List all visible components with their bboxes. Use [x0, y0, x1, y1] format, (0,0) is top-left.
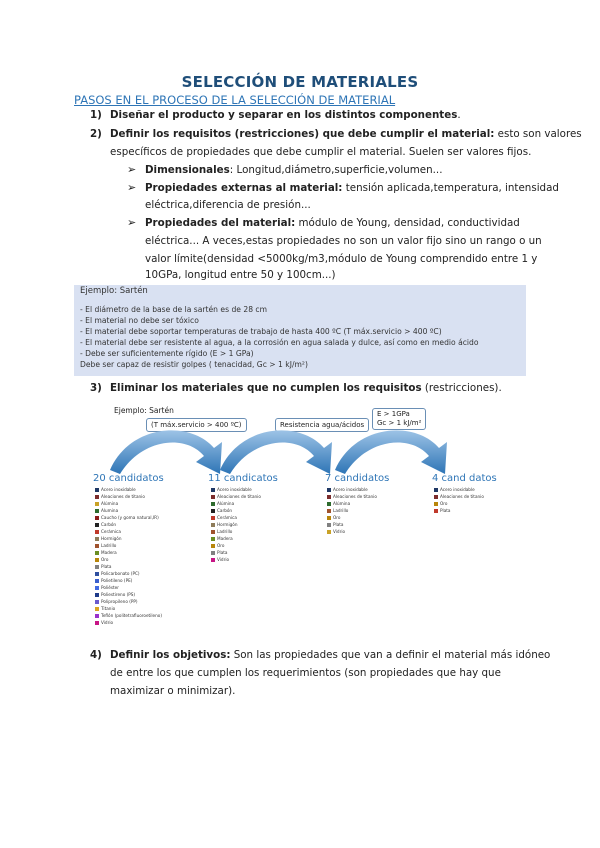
candidate-label: Oro [217, 543, 225, 548]
group-3-title: 7 candidatos [325, 473, 390, 484]
candidate-item [95, 591, 162, 598]
candidate-label: Poliestireno (PS) [101, 592, 136, 597]
group-1-list [95, 486, 162, 626]
bullet-arrow-icon: ➢ [127, 163, 137, 176]
candidate-item [434, 493, 484, 500]
color-swatch-icon [434, 502, 438, 506]
example-line: - El diámetro de la base de la sartén es de 28 cm [80, 305, 268, 314]
candidates-diagram [90, 404, 510, 630]
color-swatch-icon [327, 509, 331, 513]
candidate-item [327, 514, 377, 521]
group-2-list [211, 486, 261, 563]
step-4-text: Definir los objetivos: Son las propiedades que van a definir el material más idóneo [110, 649, 551, 661]
color-swatch-icon [434, 488, 438, 492]
color-swatch-icon [95, 509, 99, 513]
color-swatch-icon [327, 495, 331, 499]
candidate-item [327, 500, 377, 507]
filter-stiffness: E > 1GPa [377, 410, 410, 418]
candidate-label: Titanio [101, 606, 116, 611]
candidate-label: Alumina [101, 508, 119, 513]
example-line: - El material no debe ser tóxico [80, 316, 199, 325]
bullet-propiedades-material-line2: eléctrica... A veces,estas propiedades no son un valor fijo sino un rango o un [145, 235, 542, 247]
candidate-label: Poliéster [101, 585, 119, 590]
candidate-item [95, 493, 162, 500]
candidate-label: Vidrio [333, 529, 346, 534]
step-4-line2: de entre los que cumplen los requerimientos (son propiedades que hay que [110, 667, 501, 679]
candidate-label: Aleaciones de titanio [440, 494, 484, 499]
group-4-list [434, 486, 484, 514]
candidate-label: Acero inoxidable [217, 487, 252, 492]
candidate-label: Acero inoxidable [101, 487, 136, 492]
candidate-label: Hormigón [217, 522, 238, 527]
candidate-label: Aleaciones de titanio [217, 494, 261, 499]
step-2-text: Definir los requisitos (restricciones) que debe cumplir el material: esto son valores [110, 128, 582, 140]
candidate-label: Cerámica [101, 529, 121, 534]
color-swatch-icon [211, 516, 215, 520]
bullet-dimensionales: Dimensionales: Longitud,diámetro,superficie,volumen... [145, 164, 443, 176]
candidate-item [95, 549, 162, 556]
candidate-label: Teflón (politetrafluoroetileno) [101, 613, 162, 618]
candidate-label: Polietileno (PE) [101, 578, 133, 583]
color-swatch-icon [95, 558, 99, 562]
candidate-item [95, 584, 162, 591]
candidate-label: Carbón [101, 522, 117, 527]
step-3-number: 3) [90, 382, 102, 394]
candidate-label: Oro [101, 557, 109, 562]
candidate-label: Ladrillo [101, 543, 117, 548]
candidate-item [434, 500, 484, 507]
color-swatch-icon [95, 593, 99, 597]
candidate-item [211, 507, 261, 514]
color-swatch-icon [95, 572, 99, 576]
color-swatch-icon [434, 495, 438, 499]
candidate-label: Madera [101, 550, 117, 555]
candidate-label: Ladrillo [217, 529, 233, 534]
color-swatch-icon [211, 523, 215, 527]
color-swatch-icon [327, 502, 331, 506]
candidate-item [434, 486, 484, 493]
color-swatch-icon [95, 614, 99, 618]
bullet-propiedades-externas-line2: eléctrica,diferencia de presión... [145, 199, 311, 211]
candidate-label: Oro [440, 501, 448, 506]
candidate-item [211, 535, 261, 542]
example-line: - Debe ser suficientemente rígido (E > 1 GPa) [80, 349, 254, 358]
bullet-propiedades-material-line4: 10GPa, longitud entre 50 y 100cm...) [145, 269, 336, 281]
color-swatch-icon [211, 502, 215, 506]
page-title: SELECCIÓN DE MATERIALES [181, 73, 419, 91]
color-swatch-icon [211, 495, 215, 499]
candidate-label: Cerámica [217, 515, 237, 520]
color-swatch-icon [95, 537, 99, 541]
filter-temperature: (T máx.servicio > 400 ºC) [146, 418, 247, 432]
candidate-label: Polipropileno (PP) [101, 599, 138, 604]
color-swatch-icon [327, 523, 331, 527]
group-2-title: 11 candicatos [208, 473, 278, 484]
candidate-item [327, 493, 377, 500]
candidate-item [95, 500, 162, 507]
section-subtitle: PASOS EN EL PROCESO DE LA SELECCIÓN DE MATERIAL [74, 93, 396, 107]
candidate-item [434, 507, 484, 514]
filter-resistance: Resistencia agua/ácidos [275, 418, 369, 432]
candidate-item [95, 605, 162, 612]
color-swatch-icon [95, 579, 99, 583]
candidate-item [95, 563, 162, 570]
bullet-arrow-icon: ➢ [127, 181, 137, 194]
filter-toughness: Gc > 1 kJ/m² [377, 419, 422, 427]
candidate-label: Alúmina [333, 501, 351, 506]
candidate-item [211, 528, 261, 535]
step-1-number: 1) [90, 109, 102, 121]
candidate-item [95, 598, 162, 605]
candidate-label: Plata [333, 522, 344, 527]
color-swatch-icon [95, 502, 99, 506]
color-swatch-icon [95, 516, 99, 520]
candidate-item [327, 521, 377, 528]
bullet-propiedades-material-line3: valor límite(densidad <5000kg/m3,módulo de Young comprendido entre 1 y [145, 253, 538, 265]
color-swatch-icon [211, 509, 215, 513]
candidate-item [95, 570, 162, 577]
candidate-label: Policarbonato (PC) [101, 571, 140, 576]
candidate-label: Aleaciones de titanio [333, 494, 377, 499]
candidate-item [211, 556, 261, 563]
candidate-label: Ladrillo [333, 508, 349, 513]
color-swatch-icon [95, 523, 99, 527]
candidate-item [211, 542, 261, 549]
candidate-label: Vidrio [101, 620, 114, 625]
example-line: - El material debe soportar temperaturas de trabajo de hasta 400 ºC (T máx.servicio > 400 ºC) [80, 327, 442, 336]
candidate-label: Carbón [217, 508, 233, 513]
color-swatch-icon [95, 607, 99, 611]
candidate-item [327, 528, 377, 535]
step-3-text: Eliminar los materiales que no cumplen los requisitos (restricciones). [110, 382, 502, 394]
color-swatch-icon [95, 621, 99, 625]
color-swatch-icon [95, 530, 99, 534]
candidate-item [95, 542, 162, 549]
color-swatch-icon [327, 530, 331, 534]
group-1-title: 20 candidatos [93, 473, 164, 484]
candidate-label: Alúmina [101, 501, 119, 506]
candidate-item [211, 549, 261, 556]
candidate-label: Plata [440, 508, 451, 513]
color-swatch-icon [211, 530, 215, 534]
candidate-item [95, 535, 162, 542]
candidate-item [95, 521, 162, 528]
candidate-label: Acero inoxidable [333, 487, 368, 492]
candidate-item [95, 612, 162, 619]
candidate-item [327, 507, 377, 514]
example-line: - El material debe ser resistente al agua, a la corrosión en agua salada y dulce, así como en medio ácido [80, 338, 479, 347]
color-swatch-icon [95, 565, 99, 569]
step-4-number: 4) [90, 649, 102, 661]
flow-arrows [90, 404, 510, 484]
candidate-label: Acero inoxidable [440, 487, 475, 492]
candidate-item [211, 486, 261, 493]
candidate-label: Caucho (y goma natural,IR) [101, 515, 159, 520]
color-swatch-icon [327, 488, 331, 492]
candidate-item [95, 486, 162, 493]
candidate-item [95, 514, 162, 521]
bullet-propiedades-material: Propiedades del material: módulo de Young, densidad, conductividad [145, 217, 520, 229]
color-swatch-icon [95, 544, 99, 548]
example-box [74, 285, 526, 376]
color-swatch-icon [211, 551, 215, 555]
candidate-label: Oro [333, 515, 341, 520]
color-swatch-icon [211, 537, 215, 541]
color-swatch-icon [211, 488, 215, 492]
color-swatch-icon [95, 551, 99, 555]
candidate-item [95, 577, 162, 584]
step-1-text: Diseñar el producto y separar en los distintos componentes. [110, 109, 461, 121]
color-swatch-icon [95, 488, 99, 492]
arrow-2-icon [220, 430, 332, 474]
candidate-item [211, 521, 261, 528]
step-2-line2: específicos de propiedades que debe cumplir el material. Suelen ser valores fijos. [110, 146, 532, 158]
arrow-1-icon [110, 430, 222, 474]
color-swatch-icon [211, 544, 215, 548]
color-swatch-icon [95, 495, 99, 499]
color-swatch-icon [327, 516, 331, 520]
arrow-3-icon [335, 430, 447, 474]
color-swatch-icon [434, 509, 438, 513]
candidate-label: Plata [101, 564, 112, 569]
candidate-item [211, 514, 261, 521]
candidate-item [95, 619, 162, 626]
candidate-item [95, 528, 162, 535]
color-swatch-icon [211, 558, 215, 562]
step-4-line3: maximizar o minimizar). [110, 685, 236, 697]
candidate-item [327, 486, 377, 493]
group-4-title: 4 cand datos [432, 473, 497, 484]
candidate-label: Hormigón [101, 536, 122, 541]
candidate-item [211, 500, 261, 507]
bullet-propiedades-externas: Propiedades externas al material: tensión aplicada,temperatura, intensidad [145, 182, 559, 194]
candidate-label: Alúmina [217, 501, 235, 506]
example-line: Debe ser capaz de resistir golpes ( tenacidad, Gc > 1 kJ/m²) [80, 360, 308, 369]
candidate-item [95, 556, 162, 563]
candidate-label: Vidrio [217, 557, 230, 562]
diagram-header: Ejemplo: Sartén [114, 406, 174, 415]
bullet-arrow-icon: ➢ [127, 216, 137, 229]
candidate-item [211, 493, 261, 500]
candidate-label: Plata [217, 550, 228, 555]
color-swatch-icon [95, 600, 99, 604]
color-swatch-icon [95, 586, 99, 590]
candidate-item [95, 507, 162, 514]
group-3-list [327, 486, 377, 535]
candidate-label: Madera [217, 536, 233, 541]
step-2-number: 2) [90, 128, 102, 140]
example-box-header: Ejemplo: Sartén [80, 286, 148, 296]
candidate-label: Aleaciones de titanio [101, 494, 145, 499]
